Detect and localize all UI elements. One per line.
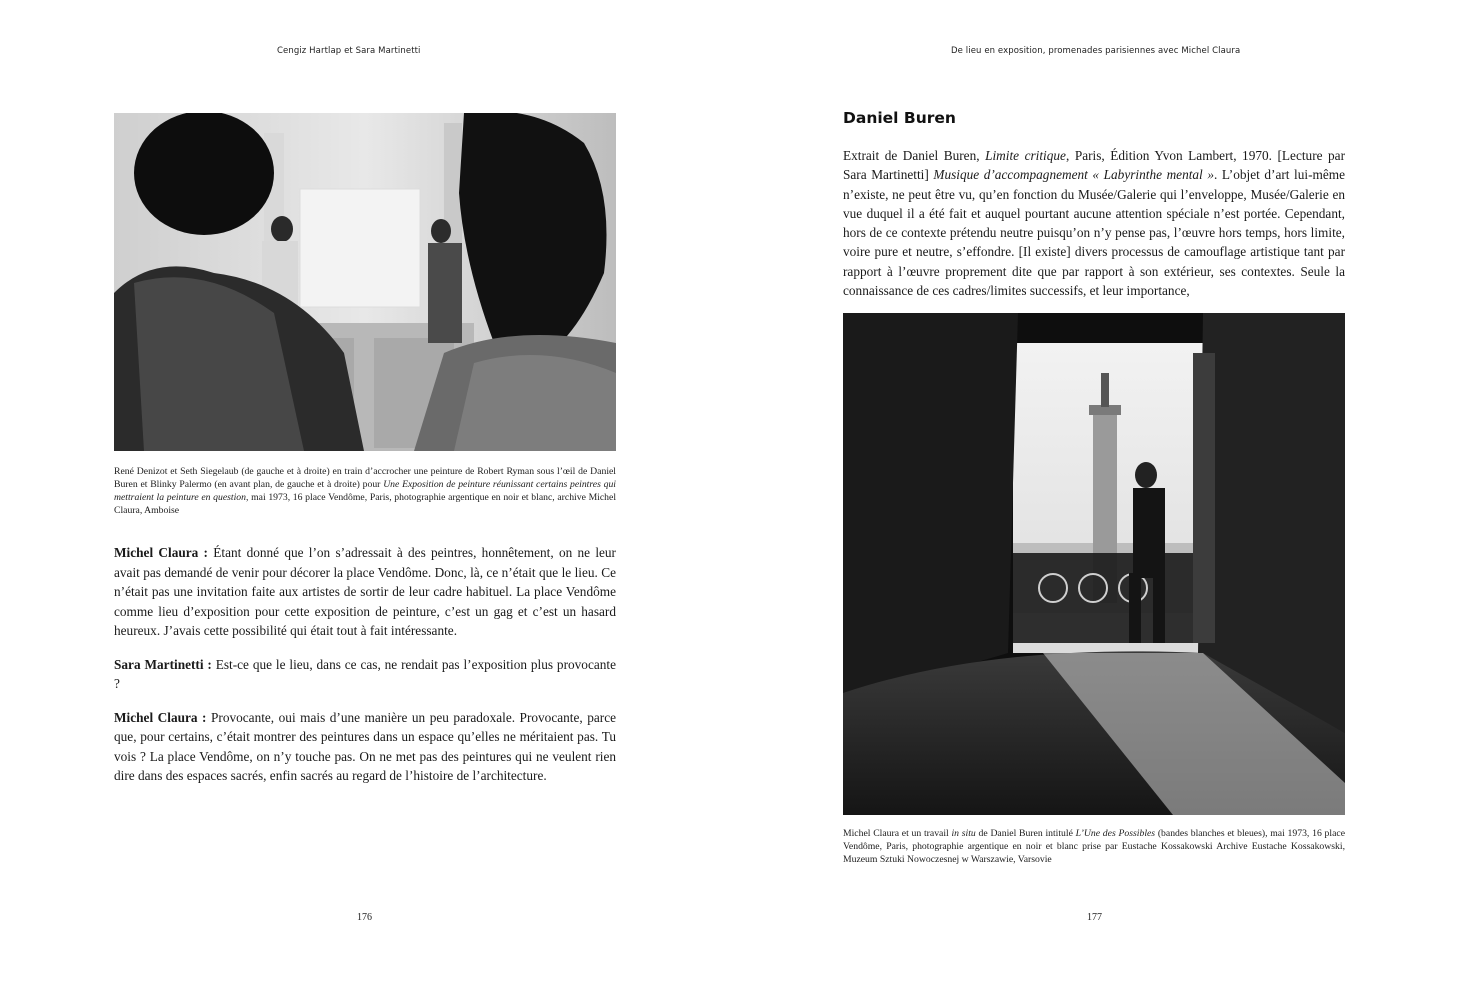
dialogue-paragraph <box>114 708 616 786</box>
photo-icon <box>843 313 1345 815</box>
left-page <box>0 0 729 983</box>
caption-text: de Daniel Buren intitulé <box>975 828 1076 839</box>
section-title: Daniel Buren <box>843 109 956 127</box>
right-page <box>729 0 1459 983</box>
page-number-left: 176 <box>357 912 372 923</box>
speaker-name: Michel Claura : <box>114 709 207 725</box>
running-header-left: Cengiz Hartlap et Sara Martinetti <box>277 46 421 56</box>
caption-text: (bandes blanches et bleues), mai 1973, 16 place Vendôme, Paris, photographie argentique en noir et blanc prise par Eustache Kossakowski Archive Eustache Kossakowski, Muzeum Sztuki Nowoczesnej w Warszawie, Varsovie <box>843 828 1345 865</box>
caption-artwork-title: L’Une des Possibles <box>1075 828 1156 839</box>
dialogue-text: Provocante, oui mais d’une manière un peu paradoxale. Provocante, parce que, pour certains, c’était montrer des peintures dans un espace qu’elles ne méritaient pas. Tu vois ? La place Vendôme, on n’y touche pas. On ne met pas des peintures qui ne veulent rien dire dans des espaces sacrés, enfin sacrés au regard de l’histoire de l’architecture. <box>114 709 616 783</box>
photo-caption-right <box>843 827 1345 866</box>
music-title: Musique d’accompagnement « Labyrinthe mental » <box>933 167 1214 183</box>
book-title: Limite critique <box>985 148 1066 163</box>
caption-text: , mai 1973, 16 place Vendôme, Paris, photographie argentique en noir et blanc, archive Michel Claura, Amboise <box>114 492 617 516</box>
dialogue-text: Est-ce que le lieu, dans ce cas, ne rendait pas l’exposition plus provocante ? <box>114 656 616 691</box>
extract-text: . L’objet d’art lui-même n’existe, ne peut être vu, qu’en fonction du Musée/Galerie qui l’enveloppe, Musée/Galerie en vue duquel il a été fait et auquel pourtant aucune attention spéciale n’est portée. Cependant, hors de ce contexte prétendu neutre puisqu’on n’y pense pas, l’œuvre hors temps, hors limite, voire pure et neutre, s’effondre. [Il existe] divers processus de camouflage artistique tant par rapport à l’œuvre proprement dite que par rapport à son extérieur, ses contextes. Seule la connaissance de ces cadres/limites successifs, et leur importance, <box>843 167 1345 299</box>
extract-paragraph <box>843 146 1345 300</box>
page-number-right: 177 <box>1087 912 1102 923</box>
dialogue-paragraph <box>114 655 616 694</box>
caption-italic: in situ <box>951 828 976 839</box>
interview-dialogue <box>114 543 616 800</box>
extract-text: Extrait de Daniel Buren, <box>843 148 986 163</box>
caption-text: Michel Claura et un travail <box>843 828 952 839</box>
caption-exhibition-title: Une Exposition de peinture réunissant certains peintres qui mettraient la peinture en question <box>114 479 616 503</box>
caption-text: René Denizot et Seth Siegelaub (de gauche et à droite) en train d’accrocher une peinture de Robert Ryman sous l’œil de Daniel Buren et Blinky Palermo (en avant plan, de gauche et à droite) pour <box>114 466 616 490</box>
photo-balcony-vendome <box>843 313 1345 815</box>
speaker-name: Sara Martinetti : <box>114 656 212 672</box>
speaker-name: Michel Claura : <box>114 545 208 560</box>
dialogue-text: Étant donné que l’on s’adressait à des peintres, honnêtement, on ne leur avait pas demandé de venir pour décorer la place Vendôme. Donc, là, ce n’était que le lieu. Ce n’était pas une invitation faite aux artistes de sortir de leur cadre habituel. La place Vendôme comme lieu d’exposition pour cette exposition de peinture, c’est un gag et c’est un hasard heureux. J’avais cette possibilité qui était tout à fait intéressante. <box>114 545 616 638</box>
photo-caption-left <box>114 465 616 517</box>
running-header-right: De lieu en exposition, promenades parisiennes avec Michel Claura <box>951 46 1241 56</box>
dialogue-paragraph <box>114 543 616 641</box>
photo-hanging-painting <box>114 113 616 451</box>
photo-icon <box>114 113 616 451</box>
extract-text: , Paris, Édition Yvon Lambert, 1970. [Lecture par Sara Martinetti] <box>843 148 1346 183</box>
